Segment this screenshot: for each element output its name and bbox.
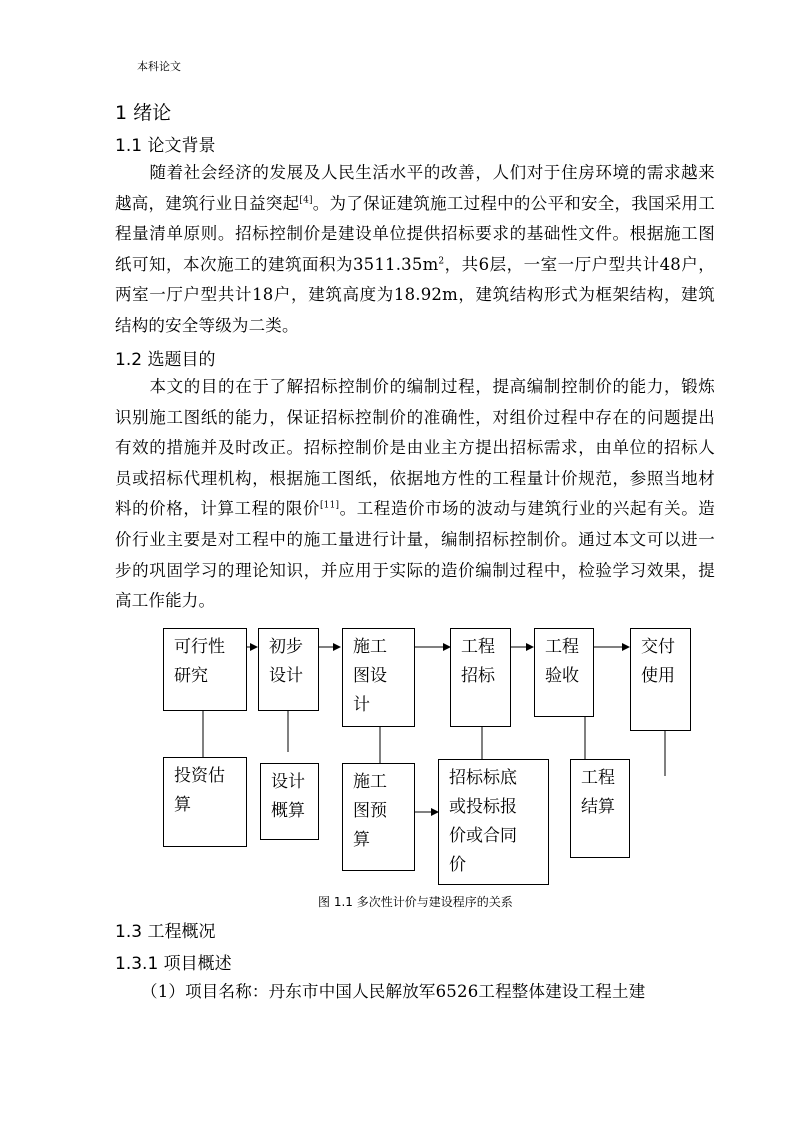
background-text-b: 。为了保证建筑施工过程中的公平和安全，我国采用工程量清单原则。招标控制价是建设单位提供招标要求的基础性文件。根据施工图纸可知，本次施工的建筑面积为3511.35m <box>115 193 715 274</box>
stage-feasibility-study: 可行性 研究 <box>163 628 247 711</box>
chapter-title: 1 绪论 <box>115 102 172 124</box>
citation-4: [4] <box>299 195 313 206</box>
purpose-text-b: 。工程造价市场的波动与建筑行业的兴起有关。造价行业主要是对工程中的施工量进行计量，编制招标控制价。通过本文可以进一步的巩固学习的理论知识，并应用于实际的造价编制过程中，检验学习效果，提高工作能力。 <box>115 499 716 611</box>
cost-construction-budget: 施工 图预 算 <box>342 763 415 871</box>
background-text-c: ，共6层，一室一厅户型共计48户，两室一厅户型共计18户，建筑高度为18.92m，建筑结构形式为框架结构，建筑结构的安全等级为二类。 <box>115 254 715 335</box>
cost-design-estimate: 设计 概算 <box>260 763 319 840</box>
figure-caption: 图 1.1 多次性计价与建设程序的关系 <box>318 895 513 909</box>
stage-preliminary-design: 初步 设计 <box>258 628 319 711</box>
project-name-text: （1）项目名称：丹东市中国人民解放军6526工程整体建设工程土建 <box>141 982 646 1001</box>
stage-delivery: 交付 使用 <box>630 628 691 731</box>
stage-construction-drawing: 施工 图设 计 <box>342 628 415 727</box>
section-1-3-title: 1.3 工程概况 <box>115 922 216 942</box>
section-1-1-title: 1.1 论文背景 <box>115 136 216 156</box>
superscript-2: 2 <box>438 256 445 267</box>
section-1-3-1-title: 1.3.1 项目概述 <box>115 954 232 974</box>
cost-investment-estimate: 投资估 算 <box>163 757 247 847</box>
background-text-a: 随着社会经济的发展及人民生活水平的改善，人们对于住房环境的需求越来越高，建筑行业日益突起 <box>115 163 715 213</box>
project-item-1 <box>115 977 715 1008</box>
section-1-2-title: 1.2 选题目的 <box>115 350 216 370</box>
cost-settlement: 工程 结算 <box>570 759 630 858</box>
stage-acceptance: 工程 验收 <box>534 628 594 717</box>
purpose-text-a: 本文的目的在于了解招标控制价的编制过程，提高编制控制价的能力，锻炼识别施工图纸的能力，保证招标控制价的准确性，对组价过程中存在的问题提出有效的措施并及时改正。招标控制价是由业主方提出招标需求，由单位的招标人员或招标代理机构，根据施工图纸，依据地方性的工程量计价规范，参照当地材料的价格，计算工程的限价 <box>115 377 715 519</box>
citation-11: [11] <box>319 500 340 511</box>
stage-bidding: 工程 招标 <box>450 628 511 727</box>
cost-bid-price: 招标标底 或投标报 价或合同 价 <box>438 759 549 885</box>
running-header: 本科论文 <box>137 60 181 73</box>
